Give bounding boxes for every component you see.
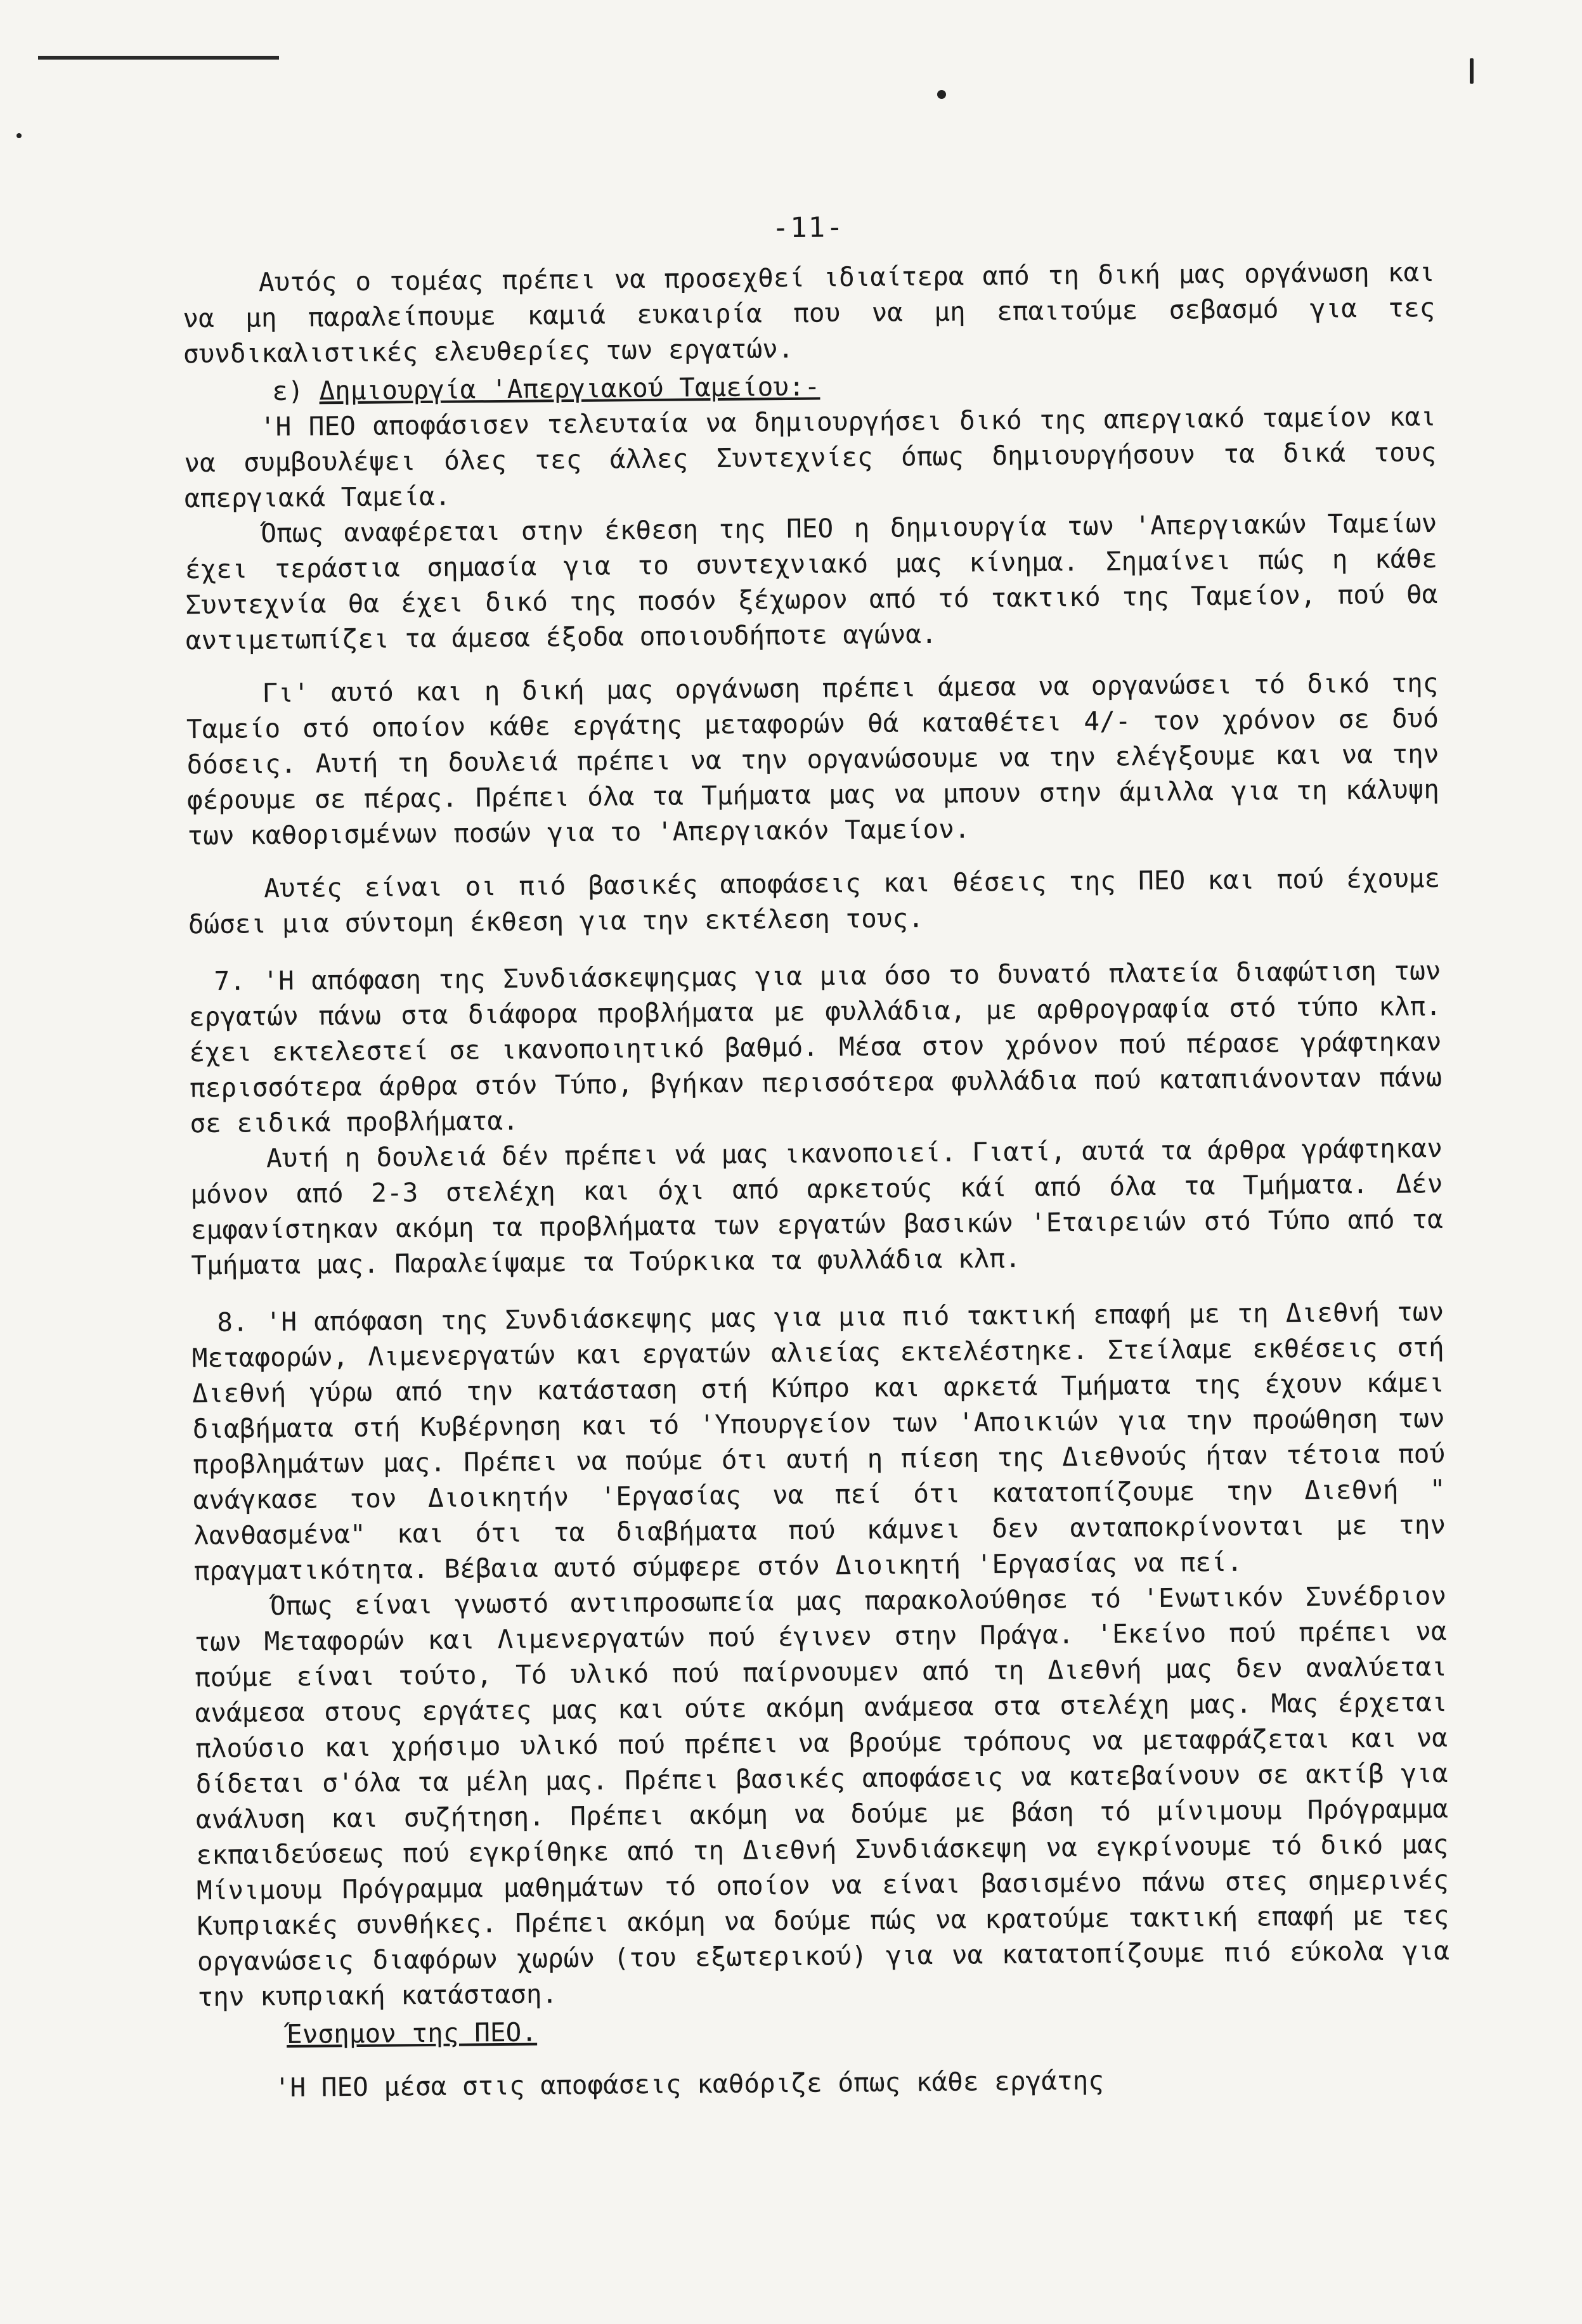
scan-speck xyxy=(16,133,22,138)
scan-artifact xyxy=(38,56,279,60)
page-number: -11- xyxy=(772,211,845,245)
body-text xyxy=(183,254,1451,2106)
paragraph: Αυτός ο τομέας πρέπει να προσεχθεί ιδιαίτερα από τη δική μας οργάνωση και να μη παραλείπουμε καμιά ευκαιρία που να μη επαιτούμε σεβασμό για τες συνδικαλιστικές ελευθερίες των εργατών. xyxy=(183,257,1436,370)
paragraph: Αυτή η δουλειά δέν πρέπει νά μας ικανοποιεί. Γιατί, αυτά τα άρθρα γράφτηκαν μόνον από 2-3 στελέχη και όχι από αρκετούς κάί από όλα τα Τμήματα. Δέν εμφανίστηκαν ακόμη τα προβλήματα των εργατών βασικών 'Εταιρειών στό Τύπο από τα Τμήματα μας. Παραλείψαμε τα Τούρκικα τα φυλλάδια κλπ. xyxy=(190,1133,1444,1281)
paragraph: Όπως είναι γνωστό αντιπροσωπεία μας παρακολούθησε τό 'Ενωτικόν Συνέδριον των Μεταφορών και Λιμενεργατών πού έγινεν στην Πράγα. 'Εκείνο πού πρέπει να πούμε είναι τούτο, Τό υλικό πού παίρνουμεν από τη Διεθνή μας δεν αναλύεται ανάμεσα στους εργάτες μας και ούτε ακόμη ανάμεσα στα στελέχη μας. Μας έρχεται πλούσιο και χρήσιμο υλικό πού πρέπει να βρούμε τρόπους να μεταφράζεται και να δίδεται σ'όλα τα μέλη μας. Πρέπει βασικές αποφάσεις να κατεβαίνουν σε ακτίβ για ανάλυση και συζήτηση. Πρέπει ακόμη να δούμε με βάση τό μίνιμουμ Πρόγραμμα εκπαιδεύσεως πού εγκρίθηκε από τη Διεθνή Συνδιάσκεψη να εγκρίνουμε τό δικό μας Μίνιμουμ Πρόγραμμα μαθημάτων τό οποίον να είναι βασισμένο πάνω στες σημερινές Κυπριακές συνθήκες. Πρέπει ακόμη να δούμε πώς να κρατούμε τακτική επαφή με τες οργανώσεις διαφόρων χωρών (του εξωτερικού) για να κατατοπίζουμε πιό εύκολα για την κυπριακή κατάσταση. xyxy=(194,1580,1450,2013)
paragraph: Όπως αναφέρεται στην έκθεση της ΠΕΟ η δημιουργία των 'Απεργιακών Ταμείων έχει τεράστια σημασία για το συντεχνιακό μας κίνημα. Σημαίνει πώς η κάθε Συντεχνία θα έχει δικό της ποσόν ξέχωρον από τό τακτικό της Ταμείον, πού θα αντιμετωπίζει τα άμεσα έξοδα οποιουδήποτε αγώνα. xyxy=(185,508,1438,656)
section-letter: ε) xyxy=(272,375,320,407)
scan-speck xyxy=(937,90,946,99)
scan-speck xyxy=(1470,58,1474,84)
numbered-paragraph-7: 7. 'Η απόφαση της Συνδιάσκεψηςμας για μια όσο το δυνατό πλατεία διαφώτιση των εργατών πάνω στα διάφορα προβλήματα με φυλλάδια, με αρθρογραφία στό τύπο κλπ. έχει εκτελεστεί σε ικανοποιητικό βαθμό. Μέσα στον χρόνον πού πέρασε γράφτηκαν περισσότερα άρθρα στόν Τύπο, βγήκαν περισσότερα φυλλάδια πού καταπιάνονταν πάνω σε ειδικά προβλήματα. xyxy=(188,955,1443,1139)
section-title: Δημιουργία 'Απεργιακού Ταμείου:- xyxy=(319,371,820,406)
paragraph: Γι' αυτό και η δική μας οργάνωση πρέπει άμεσα να οργανώσει τό δικό της Ταμείο στό οποίον κάθε εργάτης μεταφορών θά καταθέτει 4/- τον χρόνον σε δυό δόσεις. Αυτή τη δουλειά πρέπει να την οργανώσουμε να την ελέγξουμε και να την φέρουμε σε πέρας. Πρέπει όλα τα Τμήματα μας να μπουν στην άμιλλα για τη κάλυψη των καθορισμένων ποσών για το 'Απεργιακόν Ταμείον. xyxy=(186,668,1440,851)
paragraph: 'Η ΠΕΟ μέσα στις αποφάσεις καθόριζε όπως κάθε εργάτης xyxy=(274,2065,1105,2103)
paragraph: Αυτές είναι οι πιό βασικές αποφάσεις και θέσεις της ΠΕΟ και πού έχουμε δώσει μια σύντομη έκθεση για την εκτέλεση τους. xyxy=(188,863,1441,940)
numbered-paragraph-8: 8. 'Η απόφαση της Συνδιάσκεψης μας για μια πιό τακτική επαφή με τη Διεθνή των Μεταφορών, Λιμενεργατών και εργατών αλιείας εκτελέστηκε. Στείλαμε εκθέσεις στή Διεθνή γύρω από την κατάσταση στή Κύπρο και αρκετά Τμήματα της έχουν κάμει διαβήματα στή Κυβέρνηση και τό 'Υπουργείον των 'Αποικιών για την προώθηση των προβλημάτων μας. Πρέπει να πούμε ότι αυτή η πίεση της Διεθνούς ήταν τέτοια πού ανάγκασε τον Διοικητήν 'Εργασίας να πεί ότι κατατοπίζουμε την Διεθνή " λανθασμένα" και ότι τα διαβήματα πού κάμνει δεν ανταποκρίνονται με την πραγματικότητα. Βέβαια αυτό σύμφερε στόν Διοικητή 'Εργασίας να πεί. xyxy=(191,1296,1446,1587)
section-heading-insignia: Ένσημον της ΠΕΟ. xyxy=(286,2017,538,2050)
paragraph: 'Η ΠΕΟ αποφάσισεν τελευταία να δημιουργήσει δικό της απεργιακό ταμείον και να συμβουλέψει όλες τες άλλες Συντεχνίες όπως δημιουργήσουν τα δικά τους απεργιακά Ταμεία. xyxy=(184,401,1437,514)
